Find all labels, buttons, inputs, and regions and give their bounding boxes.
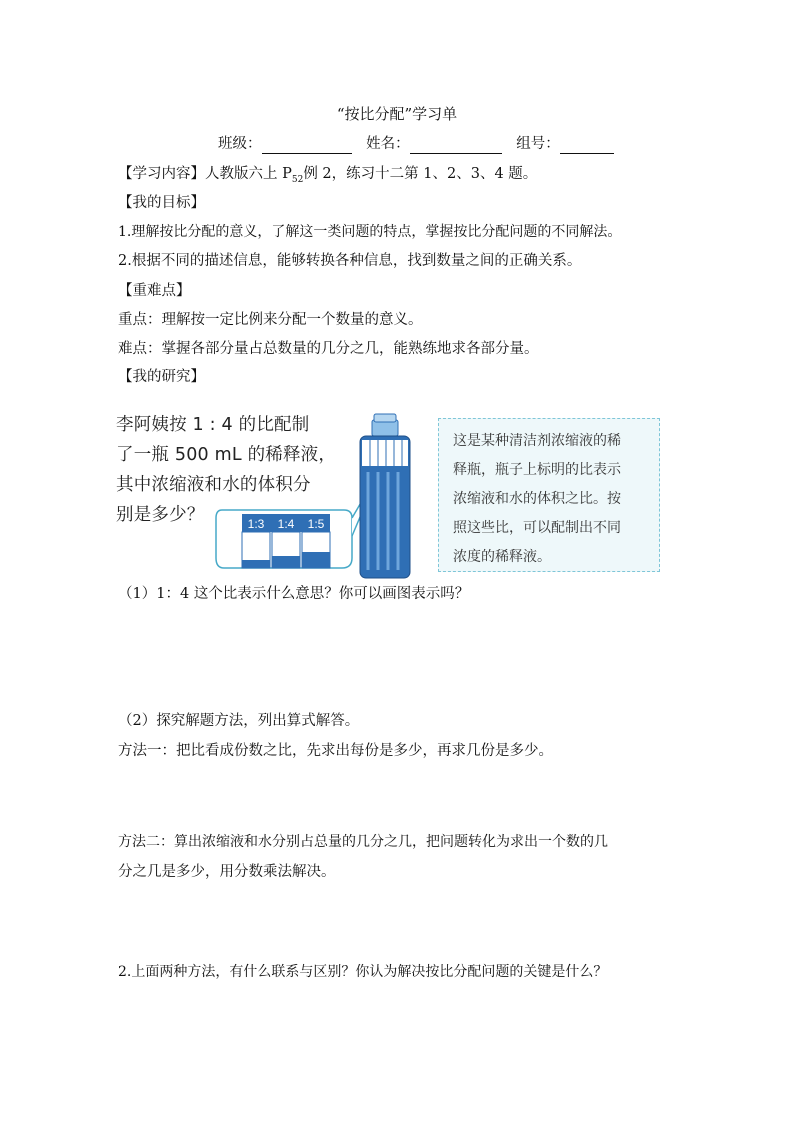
research-heading: 【我的研究】	[118, 369, 205, 385]
note-line: 照这些比，可以配制出不同	[453, 520, 621, 536]
class-label: 班级：	[218, 136, 262, 152]
method-1: 方法一：把比看成份数之比，先求出每份是多少，再求几份是多少。	[118, 743, 553, 759]
group-label: 组号：	[516, 136, 560, 152]
page-title: “按比分配”学习单	[336, 105, 458, 123]
problem-line: 李阿姨按 1 : 4 的比配制	[116, 415, 310, 435]
question-3: 2.上面两种方法，有什么联系与区别？你认为解决按比分配问题的关键是什么？	[118, 964, 608, 980]
name-blank[interactable]	[410, 137, 502, 154]
note-line: 释瓶，瓶子上标明的比表示	[453, 462, 621, 478]
difficult-point: 难点：掌握各部分量占总数量的几分之几，能熟练地求各部分量。	[118, 341, 539, 357]
student-info-row	[218, 134, 614, 154]
ratio-label: 1:4	[277, 517, 295, 531]
goals-heading: 【我的目标】	[118, 195, 205, 211]
ratio-label: 1:5	[307, 517, 325, 531]
textbook-illustration	[116, 410, 664, 582]
goal-1: 1.理解按比分配的意义，了解这一类问题的特点，掌握按比分配问题的不同解法。	[118, 224, 622, 240]
problem-line: 了一瓶 500 mL 的稀释液，	[116, 445, 337, 465]
note-line: 浓度的稀释液。	[453, 549, 551, 565]
note-line: 浓缩液和水的体积之比。按	[453, 491, 621, 507]
bottle	[360, 414, 410, 578]
problem-line: 其中浓缩液和水的体积分	[116, 475, 311, 495]
note-line: 这是某种清洁剂浓缩液的稀	[453, 433, 621, 449]
name-label: 姓名：	[366, 136, 410, 152]
method-2-line-1: 方法二：算出浓缩液和水分别占总量的几分之几，把问题转化为求出一个数的几	[118, 834, 608, 850]
class-blank[interactable]	[262, 137, 352, 154]
method-2-line-2: 分之几是多少，用分数乘法解决。	[118, 864, 336, 880]
goal-2: 2.根据不同的描述信息，能够转换各种信息，找到数量之间的正确关系。	[118, 253, 582, 269]
ratio-window-1	[242, 532, 270, 568]
ratio-window-2	[272, 532, 300, 568]
group-blank[interactable]	[560, 137, 614, 154]
dilution-bottle-figure	[212, 410, 422, 582]
problem-line: 别是多少？	[116, 505, 205, 525]
key-heading: 【重难点】	[118, 283, 191, 299]
ratio-label: 1:3	[247, 517, 265, 531]
study-content: 【学习内容】人教版六上 $P_{52}$例 2，练习十二第 1、2、3、4 题。	[118, 166, 538, 185]
ratio-window-3	[302, 532, 330, 568]
question-1: （1）1：4 这个比表示什么意思？你可以画图表示吗？	[118, 586, 470, 602]
question-2: （2）探究解题方法，列出算式解答。	[118, 713, 360, 729]
key-point: 重点：理解按一定比例来分配一个数量的意义。	[118, 312, 423, 328]
bottle-note	[438, 418, 660, 572]
